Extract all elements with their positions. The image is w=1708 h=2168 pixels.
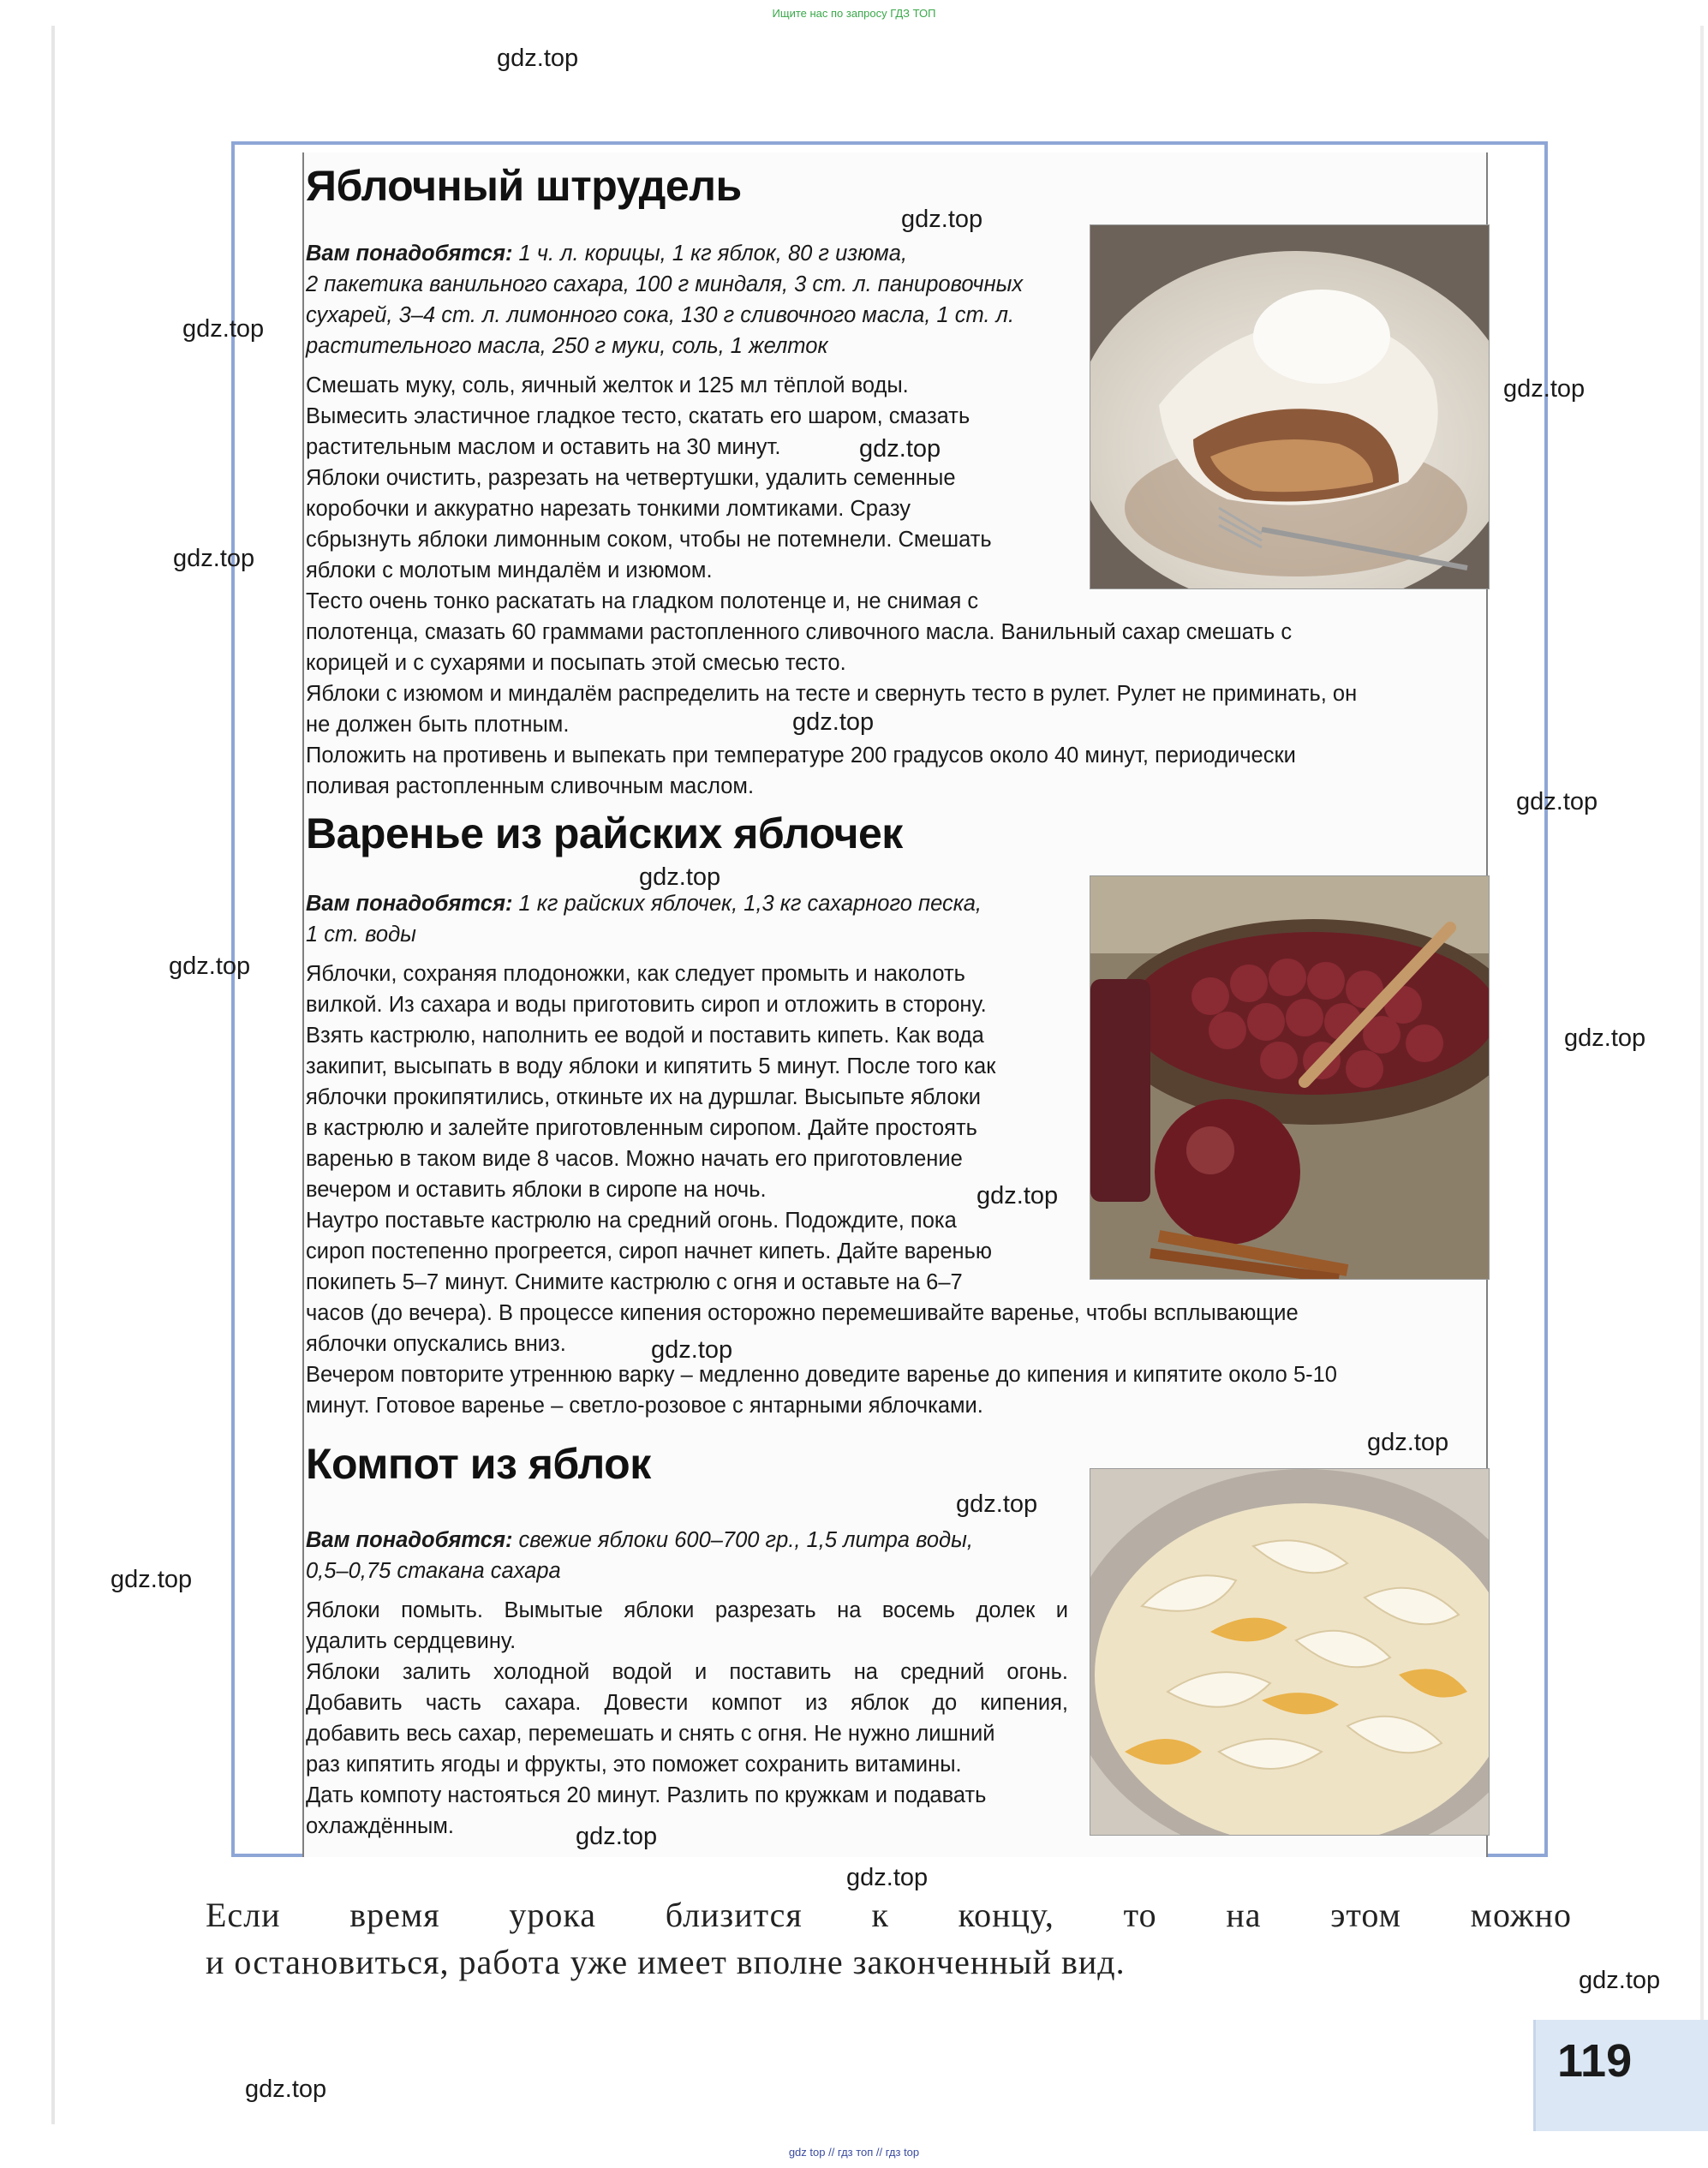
- ingredients-label: Вам понадобятся:: [306, 242, 513, 266]
- page-number: 119: [1557, 2035, 1633, 2087]
- watermark: gdz.top: [576, 1823, 658, 1850]
- step-line: Яблоки помыть. Вымытые яблоки разрезать на восемь долек и: [306, 1598, 1068, 1622]
- ingredients-line: свежие яблоки 600–700 гр., 1,5 литра воды,: [512, 1528, 973, 1552]
- watermark: gdz.top: [792, 708, 875, 736]
- ingredients-line: сухарей, 3–4 ст. л. лимонного сока, 130 г сливочного масла, 1 ст. л.: [306, 303, 1015, 327]
- ingredients-jam: [306, 888, 1077, 950]
- ingredients-line: 1 ч. л. корицы, 1 кг яблок, 80 г изюма,: [512, 242, 908, 266]
- step-line: покипеть 5–7 минут. Снимите кастрюлю с огня и оставьте на 6–7: [306, 1270, 963, 1294]
- step-line: Вымесить эластичное гладкое тесто, скатать его шаром, смазать: [306, 404, 970, 428]
- watermark: gdz.top: [846, 1864, 929, 1891]
- watermark: gdz.top: [956, 1490, 1038, 1518]
- step-line: добавить весь сахар, перемешать и снять с огня. Не нужно лишний: [306, 1722, 995, 1746]
- ingredients-line: 0,5–0,75 стакана сахара: [306, 1559, 561, 1583]
- step-line: сбрызнуть яблоки лимонным соком, чтобы не потемнели. Смешать: [306, 528, 992, 552]
- watermark: gdz.top: [110, 1566, 193, 1593]
- step-line: Тесто очень тонко раскатать на гладком полотенце и, не снимая с: [306, 589, 979, 613]
- watermark: gdz.top: [1367, 1429, 1449, 1456]
- watermark: gdz.top: [245, 2075, 327, 2103]
- watermark: gdz.top: [1503, 375, 1586, 403]
- ingredients-label: Вам понадобятся:: [306, 1528, 513, 1552]
- steps-compote: [306, 1595, 1068, 1842]
- recipe-body-strudel: [306, 238, 1358, 802]
- step-line: вечером и оставить яблоки в сиропе на ночь.: [306, 1178, 767, 1202]
- step-line: Яблоки залить холодной водой и поставить на средний огонь.: [306, 1660, 1068, 1684]
- closing-text-line1: Если время урока близится к концу, то на этом можно: [206, 1896, 1572, 1934]
- step-line: полотенца, смазать 60 граммами растопленного сливочного масла. Ванильный сахар смешать с: [306, 620, 1293, 644]
- step-line: раз кипятить ягоды и фрукты, это поможет сохранить витамины.: [306, 1753, 962, 1777]
- step-line: Яблоки с изюмом и миндалём распределить на тесте и свернуть тесто в рулет. Рулет не приминать, он: [306, 682, 1358, 706]
- ingredients-line: 1 ст. воды: [306, 923, 416, 947]
- step-line: вилкой. Из сахара и воды приготовить сироп и отложить в сторону.: [306, 993, 987, 1017]
- step-line: яблоки с молотым миндалём и изюмом.: [306, 558, 713, 582]
- step-line: закипит, высыпать в воду яблоки и кипятить 5 минут. После того как: [306, 1054, 996, 1078]
- step-line: удалить сердцевину.: [306, 1629, 517, 1653]
- step-line: не должен быть плотным.: [306, 713, 570, 737]
- footer-banner: gdz top // гдз топ // гдз top: [788, 2146, 920, 2159]
- recipe-title-strudel: Яблочный штрудель: [306, 162, 742, 210]
- step-line: Положить на противень и выпекать при температуре 200 градусов около 40 минут, периодически: [306, 744, 1296, 767]
- watermark: gdz.top: [651, 1336, 733, 1364]
- header-banner: Ищите нас по запросу ГДЗ ТОП: [772, 7, 936, 20]
- watermark: gdz.top: [859, 435, 941, 463]
- watermark: gdz.top: [1564, 1024, 1646, 1052]
- step-line: корицей и с сухарями и посыпать этой смесью тесто.: [306, 651, 846, 675]
- step-line: минут. Готовое варенье – светло-розовое с янтарными яблочками.: [306, 1394, 983, 1418]
- recipe-title-compote: Компот из яблок: [306, 1440, 651, 1488]
- step-line: Яблочки, сохраняя плодоножки, как следует промыть и наколоть: [306, 962, 965, 986]
- compote-photo: [1090, 1468, 1490, 1836]
- step-line: Дать компоту настояться 20 минут. Разлить по кружкам и подавать: [306, 1783, 987, 1807]
- recipe-title-jam: Варенье из райских яблочек: [306, 809, 903, 857]
- ingredients-line: растительного масла, 250 г муки, соль, 1 желток: [306, 334, 828, 358]
- watermark: gdz.top: [639, 863, 721, 891]
- step-line: растительным маслом и оставить на 30 минут.: [306, 435, 781, 459]
- watermark: gdz.top: [497, 45, 579, 72]
- watermark: gdz.top: [1579, 1967, 1661, 1994]
- recipe-body-compote: [306, 1525, 1068, 1842]
- ingredients-label: Вам понадобятся:: [306, 892, 513, 916]
- closing-text: [206, 1891, 1572, 1986]
- ingredients-line: 2 пакетика ванильного сахара, 100 г миндаля, 3 ст. л. панировочных: [306, 272, 1024, 296]
- step-line: часов (до вечера). В процессе кипения осторожно перемешивайте варенье, чтобы всплывающие: [306, 1301, 1299, 1325]
- step-line: коробочки и аккуратно нарезать тонкими ломтиками. Сразу: [306, 497, 911, 521]
- step-line: сироп постепенно прогреется, сироп начнет кипеть. Дайте варенью: [306, 1239, 993, 1263]
- strudel-photo: [1090, 224, 1490, 589]
- scan-margin-right: [1700, 26, 1704, 2124]
- watermark: gdz.top: [169, 953, 251, 980]
- jam-photo: [1090, 875, 1490, 1280]
- step-line: Взять кастрюлю, наполнить ее водой и поставить кипеть. Как вода: [306, 1024, 984, 1048]
- step-line: варенью в таком виде 8 часов. Можно начать его приготовление: [306, 1147, 963, 1171]
- closing-text-line2: и остановиться, работа уже имеет вполне законченный вид.: [206, 1943, 1126, 1981]
- watermark: gdz.top: [182, 315, 265, 343]
- step-line: Добавить часть сахара. Довести компот из яблок до кипения,: [306, 1691, 1068, 1715]
- watermark: gdz.top: [173, 545, 255, 572]
- step-line: Яблоки очистить, разрезать на четвертушки, удалить семенные: [306, 466, 956, 490]
- steps-strudel: [306, 370, 1358, 802]
- watermark: gdz.top: [901, 206, 983, 233]
- step-line: Вечером повторите утреннюю варку – медленно доведите варенье до кипения и кипятите около 5-10: [306, 1363, 1337, 1387]
- ingredients-line: 1 кг райских яблочек, 1,3 кг сахарного песка,: [512, 892, 982, 916]
- ingredients-strudel: [306, 238, 1077, 361]
- step-line: яблочки прокипятились, откиньте их на дуршлаг. Высыпьте яблоки: [306, 1085, 982, 1109]
- step-line: поливая растопленным сливочным маслом.: [306, 774, 755, 798]
- step-line: охлаждённым.: [306, 1814, 454, 1838]
- watermark: gdz.top: [1516, 788, 1598, 815]
- ingredients-compote: [306, 1525, 1068, 1586]
- step-line: в кастрюлю и залейте приготовленным сиропом. Дайте простоять: [306, 1116, 977, 1140]
- step-line: Смешать муку, соль, яичный желток и 125 мл тёплой воды.: [306, 373, 909, 397]
- step-line: Наутро поставьте кастрюлю на средний огонь. Подождите, пока: [306, 1209, 957, 1233]
- scan-margin-left: [51, 26, 55, 2124]
- watermark: gdz.top: [976, 1182, 1059, 1209]
- step-line: яблочки опускались вниз.: [306, 1332, 566, 1356]
